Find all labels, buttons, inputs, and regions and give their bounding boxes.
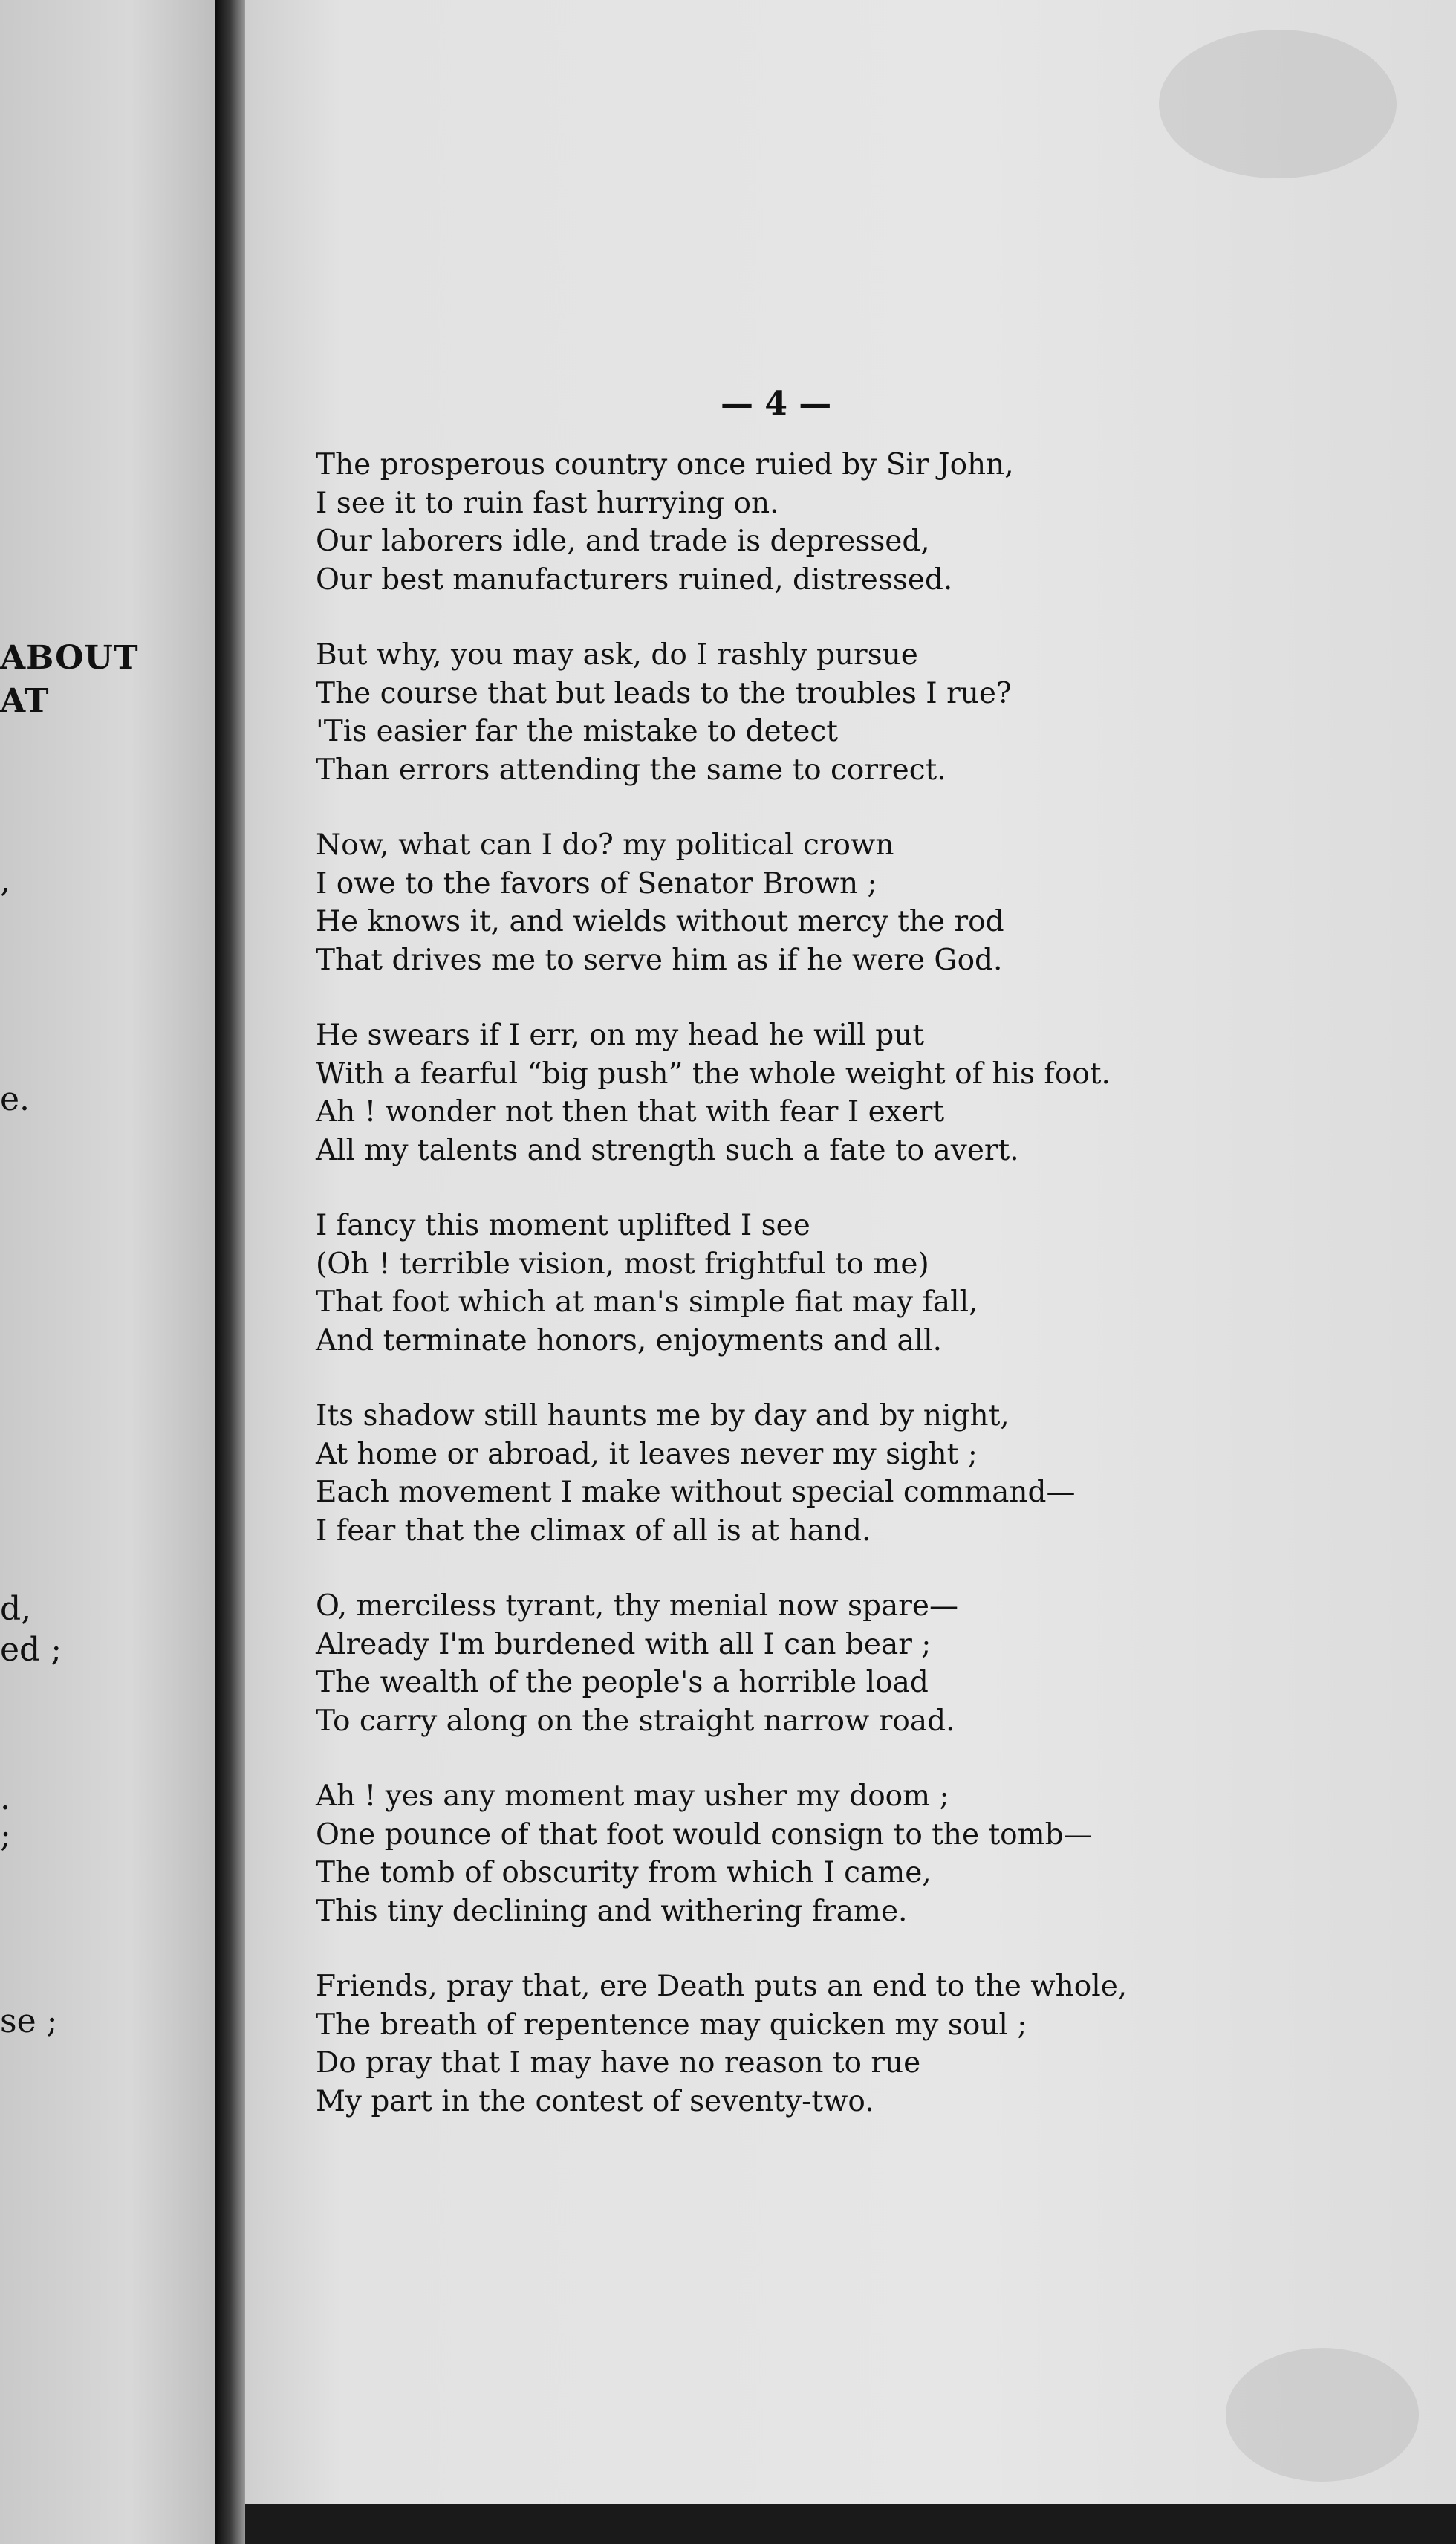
page-number: — 4 —	[721, 385, 832, 423]
poem-line: I owe to the favors of Senator Brown ;	[316, 866, 877, 901]
stanza	[316, 446, 1281, 599]
stanza	[316, 1967, 1281, 2120]
poem-line: Ah ! wonder not then that with fear I exert	[316, 1095, 945, 1129]
left-page-fragment: .	[0, 1779, 10, 1817]
left-page-fragment: ABOUT	[0, 639, 139, 677]
scan-bottom-edge	[245, 2504, 1456, 2544]
left-page-fragment: d,	[0, 1590, 32, 1628]
stanza	[316, 1016, 1281, 1169]
poem-line: With a fearful “big push” the whole weight of his foot.	[316, 1057, 1111, 1091]
paper-stain	[1226, 2348, 1419, 2482]
poem-line: The wealth of the people's a horrible load	[316, 1666, 929, 1699]
poem-line: (Oh ! terrible vision, most frightful to me)	[316, 1247, 929, 1281]
page-gutter-fold	[215, 0, 245, 2544]
poem-line: My part in the contest of seventy-two.	[316, 2084, 874, 2118]
poem-line: O, merciless tyrant, thy menial now spare—	[316, 1589, 958, 1623]
stanza	[316, 1397, 1281, 1550]
paper-stain	[1159, 30, 1397, 178]
poem-line: I fear that the climax of all is at hand.	[316, 1513, 871, 1548]
left-facing-page	[0, 0, 217, 2544]
poem-line: Than errors attending the same to correct.	[316, 753, 946, 787]
poem-line: The breath of repentence may quicken my soul ;	[316, 2008, 1027, 2042]
poem-line: He swears if I err, on my head he will put	[316, 1019, 925, 1052]
left-page-fragment: se ;	[0, 2002, 58, 2040]
poem-line: All my talents and strength such a fate to avert.	[316, 1133, 1019, 1167]
poem-line: Already I'm burdened with all I can bear ;	[316, 1627, 932, 1661]
poem-line: One pounce of that foot would consign to the tomb—	[316, 1817, 1093, 1852]
stanza	[316, 636, 1281, 789]
poem-line: I fancy this moment uplifted I see	[316, 1209, 810, 1242]
stanza	[316, 1207, 1281, 1360]
poem-line: The prosperous country once ruied by Sir John,	[316, 448, 1014, 481]
poem-line: The tomb of obscurity from which I came,	[316, 1856, 932, 1889]
left-page-fragment: e.	[0, 1080, 30, 1118]
left-page-fragment: AT	[0, 682, 50, 720]
poem-line: 'Tis easier far the mistake to detect	[316, 715, 838, 748]
poem-line: Do pray that I may have no reason to rue	[316, 2046, 921, 2080]
poem-line: Our laborers idle, and trade is depressed,	[316, 525, 930, 558]
stanza	[316, 1777, 1281, 1930]
poem-line: Each movement I make without special command—	[316, 1476, 1076, 1509]
poem-line: He knows it, and wields without mercy the rod	[316, 905, 1004, 938]
left-page-fragment: ;	[0, 1817, 11, 1855]
poem-line: Its shadow still haunts me by day and by night,	[316, 1399, 1010, 1432]
poem-line: Now, what can I do? my political crown	[316, 828, 894, 862]
poem-line: Friends, pray that, ere Death puts an end to the whole,	[316, 1970, 1128, 2003]
stanza	[316, 826, 1281, 979]
poem-line: I see it to ruin fast hurrying on.	[316, 486, 779, 520]
poem-line: And terminate honors, enjoyments and all.	[316, 1323, 943, 1357]
poem-line: The course that but leads to the troubles I rue?	[316, 676, 1012, 710]
left-page-fragment: ,	[0, 862, 10, 900]
poem-line: But why, you may ask, do I rashly pursue	[316, 638, 918, 672]
poem-line: Our best manufacturers ruined, distressed.	[316, 562, 953, 597]
stanza	[316, 1587, 1281, 1740]
poem	[316, 446, 1281, 2158]
poem-line: That foot which at man's simple fiat may fall,	[316, 1285, 978, 1319]
poem-line: That drives me to serve him as if he were God.	[316, 943, 1003, 977]
poem-line: At home or abroad, it leaves never my sight ;	[316, 1437, 978, 1471]
poem-line: To carry along on the straight narrow road.	[316, 1704, 955, 1738]
poem-line: This tiny declining and withering frame.	[316, 1894, 908, 1928]
poem-line: Ah ! yes any moment may usher my doom ;	[316, 1779, 949, 1813]
left-page-fragment: ed ;	[0, 1631, 62, 1669]
